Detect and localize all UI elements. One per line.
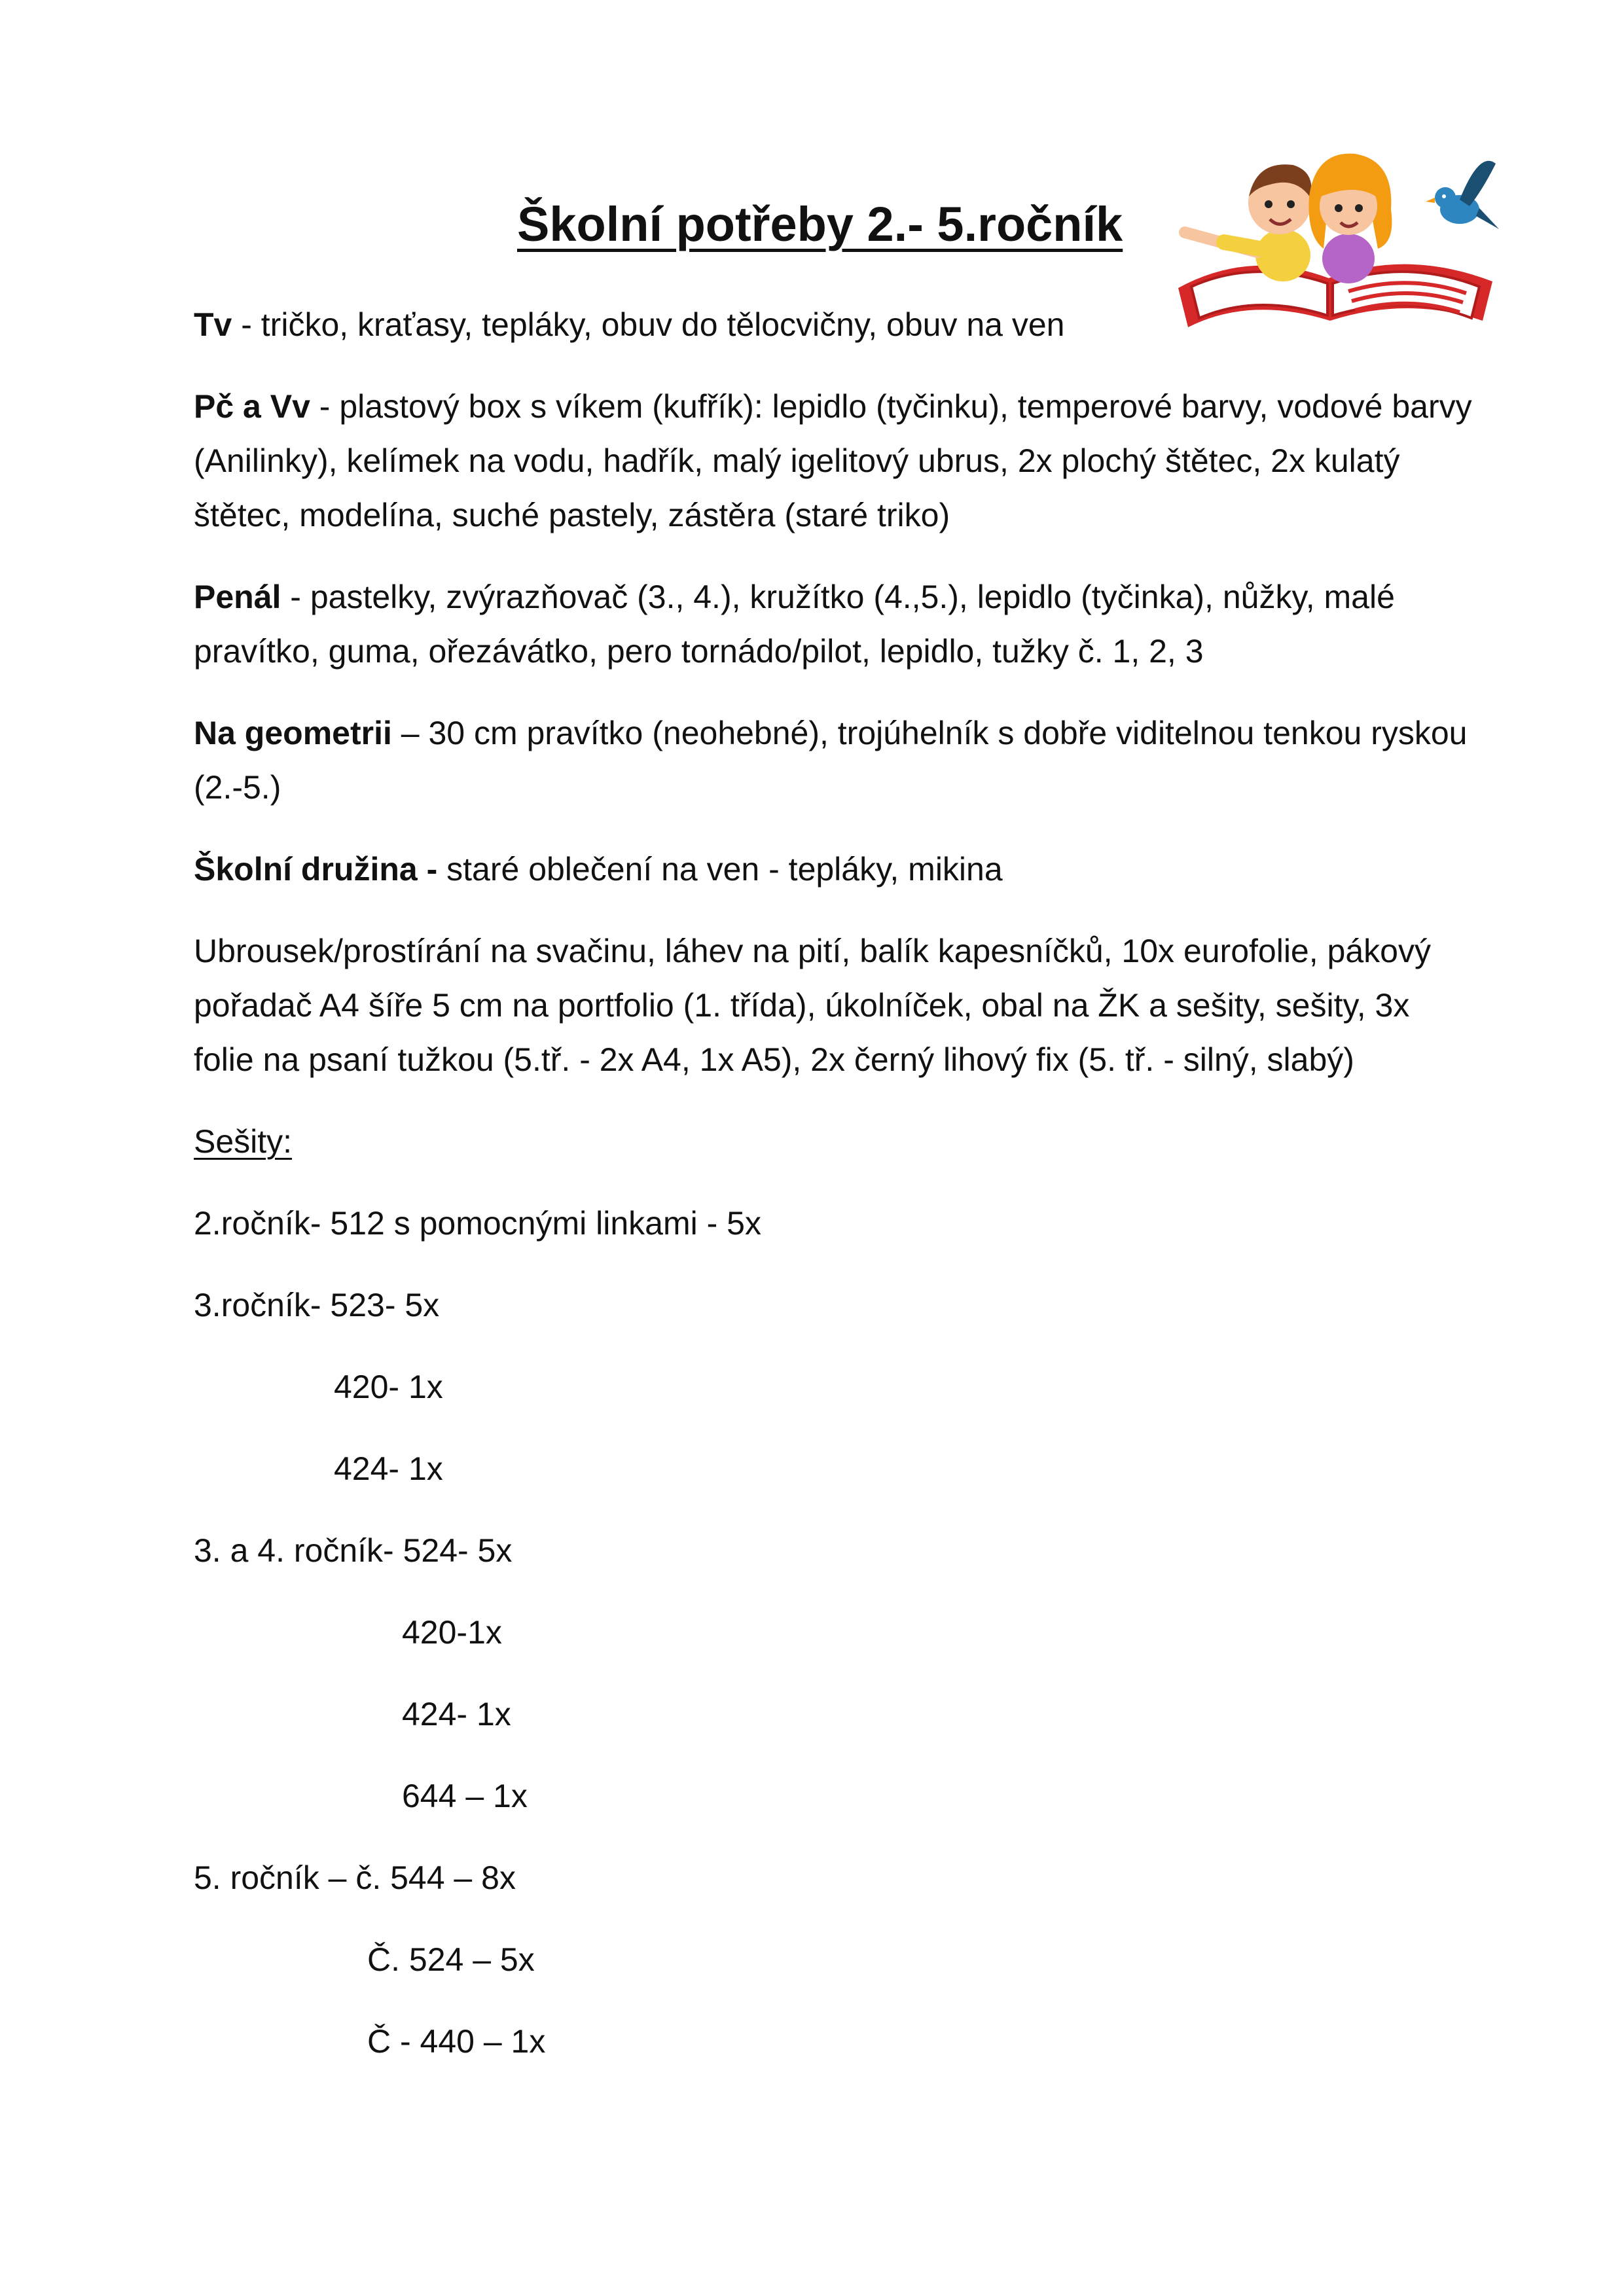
tv-text: - tričko, kraťasy, tepláky, obuv do tělocvičny, obuv na ven — [232, 306, 1065, 343]
list-item: 3. a 4. ročník- 524- 5x — [194, 1532, 513, 1569]
penal-paragraph — [194, 570, 1477, 679]
main-content — [194, 298, 1477, 2096]
list-item: 420- 1x — [334, 1369, 443, 1405]
geometrie-label: Na geometrii — [194, 715, 392, 751]
druzina-text: staré oblečení na ven - tepláky, mikina — [437, 851, 1003, 888]
list-item: 420-1x — [402, 1614, 502, 1651]
tv-paragraph — [194, 298, 1477, 352]
geometrie-text: – 30 cm pravítko (neohebné), trojúhelník s dobře viditelnou tenkou ryskou (2.-5.) — [194, 715, 1468, 806]
list-item: Č. 524 – 5x — [367, 1941, 535, 1978]
pc-vv-text: - plastový box s víkem (kufřík): lepidlo (tyčinku), temperové barvy, vodové barvy (Anilinky), kelímek na vodu, hadřík, malý igelitový ubrus, 2x plochý štětec, 2x kulatý štětec, modelína, suché pastely, zástěra (staré triko) — [194, 388, 1472, 533]
page-title: Školní potřeby 2.- 5.ročník — [517, 197, 1123, 251]
penal-text: - pastelky, zvýrazňovač (3., 4.), kružítko (4.,5.), lepidlo (tyčinka), nůžky, malé pravítko, guma, ořezávátko, pero tornádo/pilot, lepidlo, tužky č. 1, 2, 3 — [194, 579, 1395, 670]
list-item: 424- 1x — [334, 1450, 443, 1487]
sesity-heading-line — [194, 1115, 1477, 1196]
pc-vv-label: Pč a Vv — [194, 388, 310, 425]
list-item: 5. ročník – č. 544 – 8x — [194, 1859, 516, 1896]
penal-label: Penál — [194, 579, 281, 615]
tv-label: Tv — [194, 306, 232, 343]
list-item: 644 – 1x — [402, 1778, 528, 1814]
misc-paragraph: Ubrousek/prostírání na svačinu, láhev na pití, balík kapesníčků, 10x eurofolie, pákový pořadač A4 šíře 5 cm na portfolio (1. třída), úkolníček, obal na ŽK a sešity, sešity, 3x folie na psaní tužkou (5.tř. - 2x A4, 1x A5), 2x černý lihový fix (5. tř. - silný, slabý) — [194, 933, 1431, 1078]
geometrie-paragraph — [194, 706, 1477, 815]
list-item: 3.ročník- 523- 5x — [194, 1287, 440, 1323]
list-item: 424- 1x — [402, 1696, 511, 1732]
sesity-heading: Sešity: — [194, 1123, 293, 1160]
druzina-paragraph — [194, 842, 1477, 897]
druzina-label: Školní družina - — [194, 851, 438, 888]
list-item: Č - 440 – 1x — [367, 2023, 546, 2060]
pc-vv-paragraph — [194, 380, 1477, 543]
list-item: 2.ročník- 512 s pomocnými linkami - 5x — [194, 1205, 761, 1242]
